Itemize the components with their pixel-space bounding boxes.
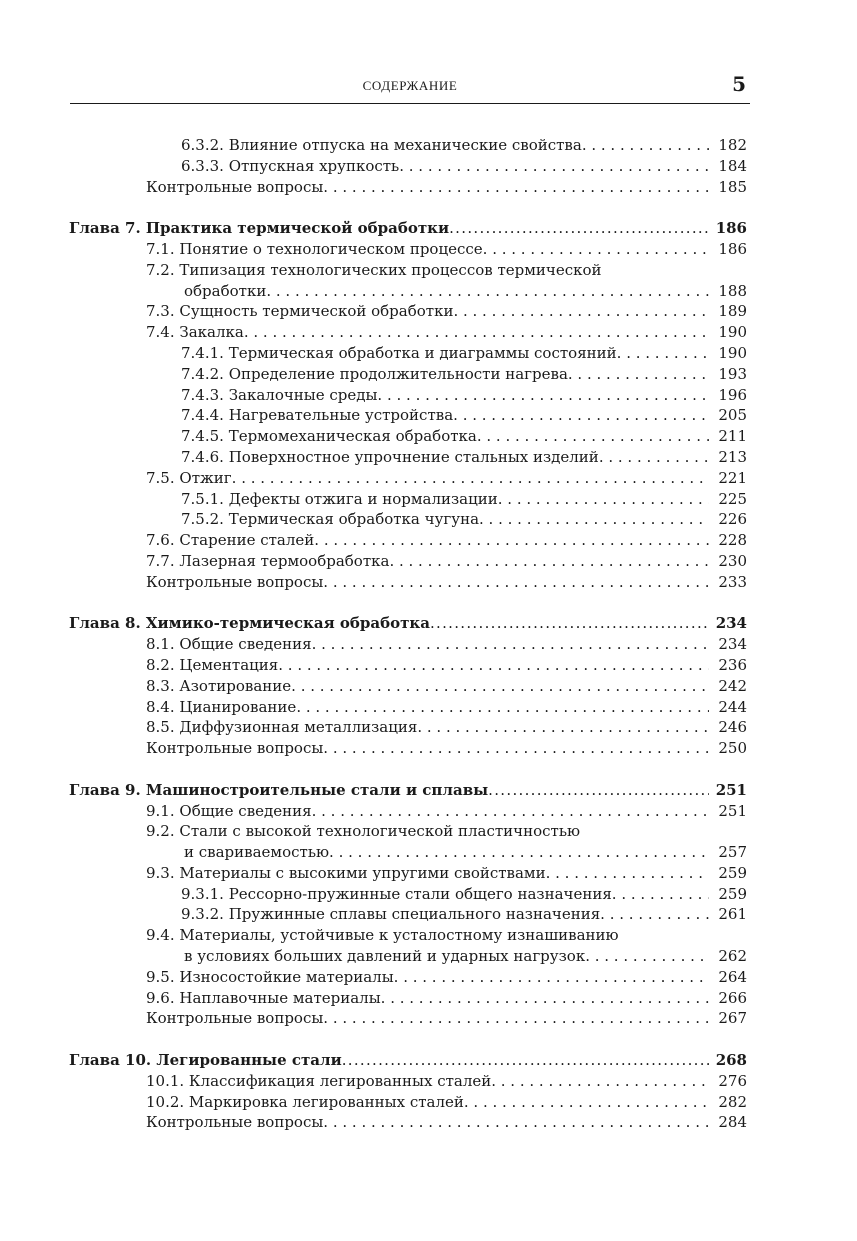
dot-leader bbox=[291, 676, 709, 697]
toc-entry-title: 8.5. Диффузионная металлизация bbox=[146, 718, 418, 737]
toc-entry bbox=[0, 385, 857, 406]
dot-leader bbox=[430, 613, 709, 634]
toc-entry bbox=[0, 239, 857, 260]
toc-entry bbox=[0, 405, 857, 426]
dot-leader bbox=[600, 904, 709, 925]
toc-entry bbox=[0, 530, 857, 551]
toc-entry bbox=[0, 1071, 857, 1092]
dot-leader bbox=[296, 697, 709, 718]
toc-entry-title: 7.4.3. Закалочные среды bbox=[181, 385, 378, 404]
toc-entry bbox=[0, 572, 857, 593]
toc-entry bbox=[0, 135, 857, 156]
toc-entry bbox=[0, 364, 857, 385]
toc-entry-page: 189 bbox=[718, 302, 747, 321]
toc-entry bbox=[0, 801, 857, 822]
dot-leader bbox=[488, 780, 709, 801]
toc-entry-page: 234 bbox=[718, 635, 747, 654]
toc-entry-title: 7.4.6. Поверхностное упрочнение стальных изделий bbox=[181, 447, 599, 466]
toc-entry-title: Контрольные вопросы bbox=[146, 177, 324, 196]
toc-entry-page: 251 bbox=[718, 801, 747, 820]
toc-entry-page: 230 bbox=[718, 551, 747, 570]
toc-entry-title: 8.3. Азотирование bbox=[146, 676, 292, 695]
dot-leader bbox=[323, 572, 709, 593]
toc-entry-title: 9.3.1. Рессорно-пружинные стали общего назначения bbox=[181, 884, 612, 903]
dot-leader bbox=[568, 364, 709, 385]
dot-leader bbox=[453, 301, 709, 322]
toc-entry bbox=[0, 509, 857, 530]
toc-chapter-entry bbox=[0, 218, 857, 239]
toc-entry-title: 7.6. Старение сталей bbox=[146, 531, 315, 550]
dot-leader bbox=[244, 322, 709, 343]
toc-entry-page: 282 bbox=[718, 1092, 747, 1111]
dot-leader bbox=[449, 218, 709, 239]
dot-leader bbox=[599, 447, 709, 468]
dot-leader bbox=[582, 135, 709, 156]
toc-entry-title: 7.4.4. Нагревательные устройства bbox=[181, 406, 454, 425]
toc-entry-page: 264 bbox=[718, 967, 747, 986]
dot-leader bbox=[546, 863, 709, 884]
toc-entry-page: 244 bbox=[718, 697, 747, 716]
toc-entry-page: 225 bbox=[718, 489, 747, 508]
dot-leader bbox=[266, 281, 709, 302]
toc-entry-page: 190 bbox=[718, 323, 747, 342]
toc-entry-title: Контрольные вопросы bbox=[146, 1113, 324, 1132]
toc-entry bbox=[0, 904, 857, 925]
toc-entry-title: 7.4.2. Определение продолжительности нагрева bbox=[181, 364, 568, 383]
toc-entry-page: 213 bbox=[718, 447, 747, 466]
toc-entry-title: 7.5.2. Термическая обработка чугуна bbox=[181, 510, 480, 529]
dot-leader bbox=[477, 426, 709, 447]
toc-entry bbox=[0, 988, 857, 1009]
toc-entry-title: 7.4.1. Термическая обработка и диаграммы состояний bbox=[181, 343, 617, 362]
toc-entry bbox=[0, 1092, 857, 1113]
toc-entry-page: 188 bbox=[718, 281, 747, 300]
toc-entry-title: 9.5. Износостойкие материалы bbox=[146, 967, 394, 986]
toc-entry-title: 9.3. Материалы с высокими упругими свойствами bbox=[146, 863, 546, 882]
toc-entry bbox=[0, 489, 857, 510]
toc-entry-title: 7.3. Сущность термической обработки bbox=[146, 302, 454, 321]
toc-entry-title: 7.5. Отжиг bbox=[146, 468, 232, 487]
toc-entry-title: 8.1. Общие сведения bbox=[146, 635, 312, 654]
dot-leader bbox=[377, 385, 709, 406]
dot-leader bbox=[453, 405, 709, 426]
toc-entry bbox=[0, 177, 857, 198]
toc-entry-title: 9.6. Наплавочные материалы bbox=[146, 988, 381, 1007]
toc-entry-title: 7.7. Лазерная термообработка bbox=[146, 551, 390, 570]
toc-entry-page: 182 bbox=[718, 136, 747, 154]
toc-entry-page: 259 bbox=[718, 884, 747, 903]
toc-entry-title: 7.4.5. Термомеханическая обработка bbox=[181, 427, 477, 446]
dot-leader bbox=[417, 717, 709, 738]
toc-entry-title: 6.3.3. Отпускная хрупкость bbox=[181, 156, 400, 175]
toc-entry-title: и свариваемостью bbox=[184, 843, 330, 862]
toc-chapter-entry bbox=[0, 613, 857, 634]
toc-entry-page: 236 bbox=[718, 655, 747, 674]
table-of-contents bbox=[0, 135, 857, 1133]
toc-entry-page: 233 bbox=[718, 572, 747, 591]
toc-entry-page: 276 bbox=[718, 1071, 747, 1090]
toc-entry-title: 7.5.1. Дефекты отжига и нормализации bbox=[181, 489, 498, 508]
dot-leader bbox=[312, 634, 709, 655]
toc-entry-page: 251 bbox=[715, 780, 747, 799]
toc-entry bbox=[0, 655, 857, 676]
toc-entry bbox=[0, 821, 857, 842]
dot-leader bbox=[323, 1112, 709, 1133]
toc-entry-page: 186 bbox=[718, 239, 747, 258]
dot-leader bbox=[314, 530, 709, 551]
dot-leader bbox=[323, 177, 709, 198]
toc-entry bbox=[0, 946, 857, 967]
dot-leader bbox=[602, 260, 709, 281]
dot-leader bbox=[479, 509, 709, 530]
toc-entry bbox=[0, 738, 857, 759]
dot-leader bbox=[399, 156, 709, 177]
toc-entry-title: 10.2. Маркировка легированных сталей bbox=[146, 1092, 464, 1111]
toc-chapter-entry bbox=[0, 780, 857, 801]
toc-entry-page: 266 bbox=[718, 988, 747, 1007]
header-title: СОДЕРЖАНИЕ bbox=[362, 78, 458, 93]
toc-entry-page: 262 bbox=[718, 947, 747, 966]
toc-entry-page: 234 bbox=[715, 614, 747, 633]
toc-entry-title: 8.2. Цементация bbox=[146, 655, 279, 674]
toc-chapter-entry bbox=[0, 1050, 857, 1071]
toc-entry-title: 9.4. Материалы, устойчивые к усталостному изнашиванию bbox=[146, 926, 619, 945]
dot-leader bbox=[323, 1008, 709, 1029]
dot-leader bbox=[483, 239, 709, 260]
toc-entry-page: 226 bbox=[718, 510, 747, 529]
toc-entry bbox=[0, 260, 857, 281]
dot-leader bbox=[585, 946, 709, 967]
dot-leader bbox=[312, 801, 709, 822]
toc-entry-title: Контрольные вопросы bbox=[146, 572, 324, 591]
dot-leader bbox=[580, 821, 709, 842]
toc-entry-page: 211 bbox=[718, 427, 747, 446]
toc-entry-page: 257 bbox=[718, 843, 747, 862]
dot-leader bbox=[394, 967, 709, 988]
toc-entry-page: 228 bbox=[718, 531, 747, 550]
toc-entry-page: 186 bbox=[715, 219, 747, 238]
toc-entry-page: 246 bbox=[718, 718, 747, 737]
toc-entry-page: 284 bbox=[718, 1113, 747, 1132]
toc-entry-page: 205 bbox=[718, 406, 747, 425]
toc-entry-page: 268 bbox=[715, 1051, 747, 1070]
dot-leader bbox=[619, 925, 709, 946]
toc-entry-title: Глава 7. Практика термической обработки bbox=[69, 219, 450, 238]
page-number: 5 bbox=[732, 72, 746, 96]
toc-entry bbox=[0, 551, 857, 572]
toc-entry bbox=[0, 1112, 857, 1133]
toc-entry-title: 10.1. Классификация легированных сталей bbox=[146, 1071, 492, 1090]
toc-entry-title: в условиях больших давлений и ударных нагрузок bbox=[184, 947, 586, 966]
dot-leader bbox=[491, 1071, 709, 1092]
toc-entry bbox=[0, 281, 857, 302]
dot-leader bbox=[329, 842, 709, 863]
toc-entry bbox=[0, 967, 857, 988]
dot-leader bbox=[612, 884, 709, 905]
toc-entry-page: 185 bbox=[718, 177, 747, 196]
toc-entry-title: Контрольные вопросы bbox=[146, 1009, 324, 1028]
toc-entry bbox=[0, 301, 857, 322]
toc-entry-title: 9.1. Общие сведения bbox=[146, 801, 312, 820]
toc-entry-title: 6.3.2. Влияние отпуска на механические свойства bbox=[181, 136, 582, 154]
toc-entry-title: Контрольные вопросы bbox=[146, 739, 324, 758]
toc-entry-page: 267 bbox=[718, 1009, 747, 1028]
toc-entry-title: 8.4. Цианирование bbox=[146, 697, 297, 716]
dot-leader bbox=[381, 988, 709, 1009]
toc-entry bbox=[0, 697, 857, 718]
dot-leader bbox=[498, 489, 709, 510]
toc-entry-page: 193 bbox=[718, 364, 747, 383]
toc-entry bbox=[0, 863, 857, 884]
toc-entry-page: 242 bbox=[718, 676, 747, 695]
toc-entry-page: 184 bbox=[718, 156, 747, 175]
toc-entry-title: обработки bbox=[184, 281, 267, 300]
toc-entry bbox=[0, 925, 857, 946]
toc-entry-page: 250 bbox=[718, 739, 747, 758]
dot-leader bbox=[323, 738, 709, 759]
dot-leader bbox=[464, 1092, 709, 1113]
toc-entry bbox=[0, 468, 857, 489]
toc-entry bbox=[0, 634, 857, 655]
toc-entry-title: Глава 9. Машиностроительные стали и сплавы bbox=[69, 780, 489, 799]
toc-entry-title: 9.2. Стали с высокой технологической пластичностью bbox=[146, 822, 581, 841]
dot-leader bbox=[278, 655, 709, 676]
dot-leader bbox=[389, 551, 709, 572]
toc-entry-page: 190 bbox=[718, 343, 747, 362]
toc-entry-page: 196 bbox=[718, 385, 747, 404]
dot-leader bbox=[232, 468, 709, 489]
toc-entry-page: 261 bbox=[718, 905, 747, 924]
toc-entry-title: Глава 10. Легированные стали bbox=[69, 1051, 342, 1070]
dot-leader bbox=[342, 1050, 709, 1071]
toc-entry bbox=[0, 676, 857, 697]
toc-entry-title: 7.1. Понятие о технологическом процессе bbox=[146, 239, 483, 258]
toc-entry-page: 221 bbox=[718, 468, 747, 487]
toc-entry bbox=[0, 447, 857, 468]
dot-leader bbox=[617, 343, 709, 364]
toc-entry bbox=[0, 842, 857, 863]
toc-entry bbox=[0, 426, 857, 447]
toc-entry bbox=[0, 1008, 857, 1029]
toc-entry-page: 259 bbox=[718, 863, 747, 882]
toc-entry-title: Глава 8. Химико-термическая обработка bbox=[69, 614, 430, 633]
toc-entry bbox=[0, 717, 857, 738]
header-rule bbox=[70, 103, 750, 104]
toc-entry bbox=[0, 343, 857, 364]
toc-entry bbox=[0, 884, 857, 905]
toc-entry-title: 9.3.2. Пружинные сплавы специального назначения bbox=[181, 905, 601, 924]
toc-entry bbox=[0, 322, 857, 343]
toc-entry-title: 7.2. Типизация технологических процессов термической bbox=[146, 260, 602, 279]
toc-entry-title: 7.4. Закалка bbox=[146, 323, 244, 342]
running-header bbox=[70, 72, 750, 102]
toc-entry bbox=[0, 156, 857, 177]
